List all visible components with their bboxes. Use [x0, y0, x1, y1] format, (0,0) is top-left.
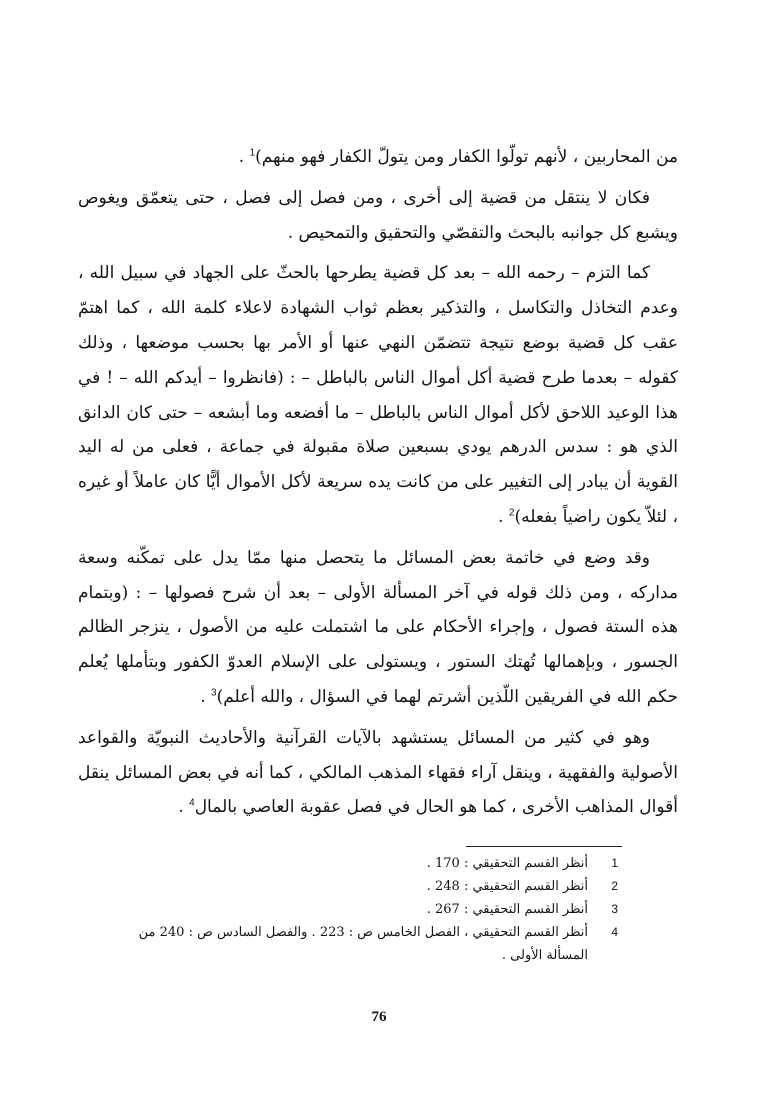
footnote-4 — [118, 921, 618, 967]
paragraph-2 — [78, 256, 678, 534]
footnote-ref-4: 4 — [189, 797, 195, 809]
paragraph-0 — [78, 140, 678, 175]
paragraph-4-text: وهو في كثير من المسائل يستشهد بالآيات القرآنية والأحاديث النبويّة والقواعد الأصولية والفقهية ، وينقل آراء فقهاء المذهب المالكي ، كما أنه في بعض المسائل ينقل أقوال المذاهب الأخرى ، كما هو الحال في فصل عقوبة العاصي بالمال — [78, 727, 678, 818]
paragraph-3-end: . — [200, 686, 211, 707]
body-text — [78, 140, 678, 831]
paragraph-0-end: . — [238, 147, 250, 167]
footnote-number: 1 — [611, 856, 618, 870]
footnote-ref-1: 1 — [249, 147, 256, 159]
paragraph-2-end: . — [498, 506, 509, 527]
page-number: 76 — [371, 1009, 387, 1025]
footnote-text: أنظر القسم التحقيقي : 170 . — [426, 856, 588, 871]
paragraph-4 — [78, 721, 678, 825]
footnote-text: أنظر القسم التحقيقي : 248 . — [426, 879, 588, 894]
footnotes — [118, 852, 618, 967]
footnote-number: 4 — [611, 925, 618, 939]
paragraph-2-text: كما التزم – رحمه الله – بعد كل قضية يطرحها بالحثّ على الجهاد في سبيل الله ، وعدم التخاذل والتكاسل ، والتذكير بعظم ثواب الشهادة لاعلاء كلمة الله ، كما اهتمّ عقب كل قضية بوضع نتيجة تتضمّن النهي عنها أو الأمر بها بحسب موضعها ، وذلك كقوله – بعدما طرح قضية أكل أموال الناس بالباطل – : (فانظروا – أيدكم الله – ! في هذا الوعيد اللاحق لأكل أموال الناس بالباطل – ما أفضعه وما أبشعه – حتى كان الدانق الذي هو : سدس الدرهم يودي بسبعين صلاة مقبولة في جماعة ، فعلى من له اليد القوية أن يبادر إلى التغيير على من كانت يده سريعة لأكل الأموال أيًّا كان عاملاً أو غيره ، لئلاّ يكون راضياً بفعله) — [78, 263, 678, 527]
paragraph-1: فكان لا ينتقل من قضية إلى أخرى ، ومن فصل إلى فصل ، حتى يتعمّق ويغوص ويشبع كل جوانبه بالبحث والتقصّي والتحقيق والتمحيص . — [78, 187, 678, 243]
footnote-number: 2 — [611, 879, 618, 893]
footnote-separator — [466, 846, 622, 847]
paragraph-4-end: . — [178, 797, 190, 818]
footnote-text: أنظر القسم التحقيقي : 267 . — [426, 902, 588, 917]
footnote-number: 3 — [611, 902, 618, 916]
footnote-ref-2: 2 — [508, 507, 515, 519]
footnote-text: أنظر القسم التحقيقي ، الفصل الخامس ص : 223 . والفصل السادس ص : 240 من المسألة الأولى . — [138, 925, 588, 963]
footnote-3 — [118, 898, 618, 921]
paragraph-3 — [78, 541, 678, 715]
footnote-2 — [118, 875, 618, 898]
paragraph-0-text: من المحاربين ، لأنهم تولّوا الكفار ومن يتولّ الكفار فهو منهم) — [255, 147, 678, 167]
footnote-1 — [118, 852, 618, 875]
footnote-ref-3: 3 — [211, 687, 217, 699]
paragraph-3-text: وقد وضع في خاتمة بعض المسائل ما يتحصل منها ممّا يدل على تمكّنه وسعة مداركه ، ومن ذلك قوله في آخر المسألة الأولى – بعد أن شرح فصولها – : (وبتمام هذه الستة فصول ، وإجراء الأحكام على ما اشتملت عليه من الأصول ، ينزجر الظالم الجسور ، وبإهمالها تُهتك الستور ، ويستولى على الإسلام العدوّ الكفور وبتأملها يُعلم حكم الله في الفريقين اللّذين أشرتم لهما في السؤال ، والله أعلم) — [78, 547, 678, 707]
